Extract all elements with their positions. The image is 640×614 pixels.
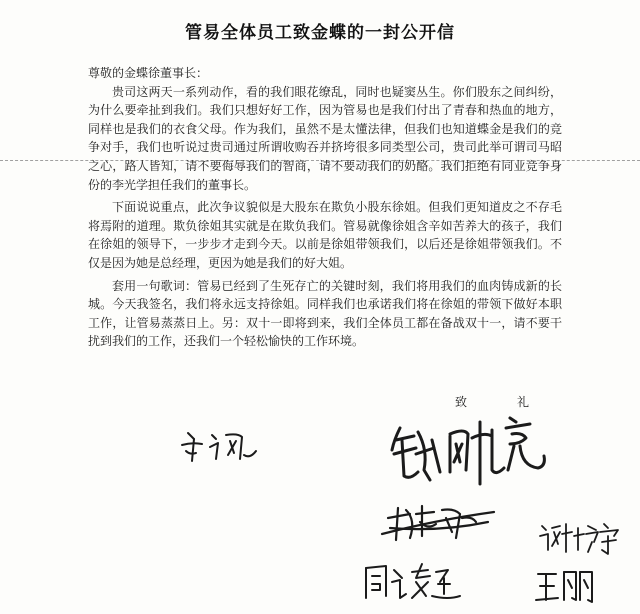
closing-li: 礼 [517, 395, 530, 409]
signature-5 [538, 518, 622, 560]
signature-4 [360, 560, 466, 604]
paragraph-3: 套用一句歌词：管易已经到了生死存亡的关键时刻，我们将用我们的血肉铸成新的长城。今天我签名，我们将永远支持徐姐。同样我们也承诺我们将在徐姐的带领下做好本职工作，让管易蒸蒸日上。另：双十一即将到来，我们全体员工都在备战双十一，请不要干扰到我们的工作，还我们一个轻松愉快的工作环境。 [88, 278, 562, 349]
paragraph-1: 贵司这两天一系列动作，看的我们眼花缭乱，同时也疑窦丛生。你们股东之间纠纷，为什么要牵扯到我们。我们只想好好工作，因为管易也是我们付出了青春和热血的地方，同样也是我们的衣食父母。作为我们，虽然不是太懂法律，但我们也知道蝶金是我们的竞争对手，我们也听说过贵司通过所谓收购吞并挤垮很多同类型公司，贵司此举可谓司马昭之心，路人皆知，请不要侮辱我们的智商，请不要动我们的奶酪。我们拒绝有同业竞争身份的李光学担任我们的董事长。 [88, 84, 562, 192]
signature-1 [178, 425, 260, 465]
closing-zhi: 致 [455, 395, 468, 409]
signature-6 [534, 566, 598, 606]
salutation: 尊敬的金蝶徐董事长： [88, 66, 209, 80]
paragraph-2: 下面说说重点，此次争议貌似是大股东在欺负小股东徐姐。但我们更知道皮之不存毛将焉附的道理。欺负徐姐其实就是在欺负我们。管易就像徐姐含辛如苦养大的孩子，我们在徐姐的领导下，一步步才走到今天。以前是徐姐带领我们，以后还是徐姐带领我们。不仅是因为她是总经理，更因为她是我们的好大姐。 [88, 200, 562, 270]
letter-title: 管易全体员工致金蝶的一封公开信 [185, 23, 455, 43]
letter-body [88, 64, 562, 351]
signature-3-struck [376, 500, 500, 548]
signature-2 [388, 410, 558, 488]
